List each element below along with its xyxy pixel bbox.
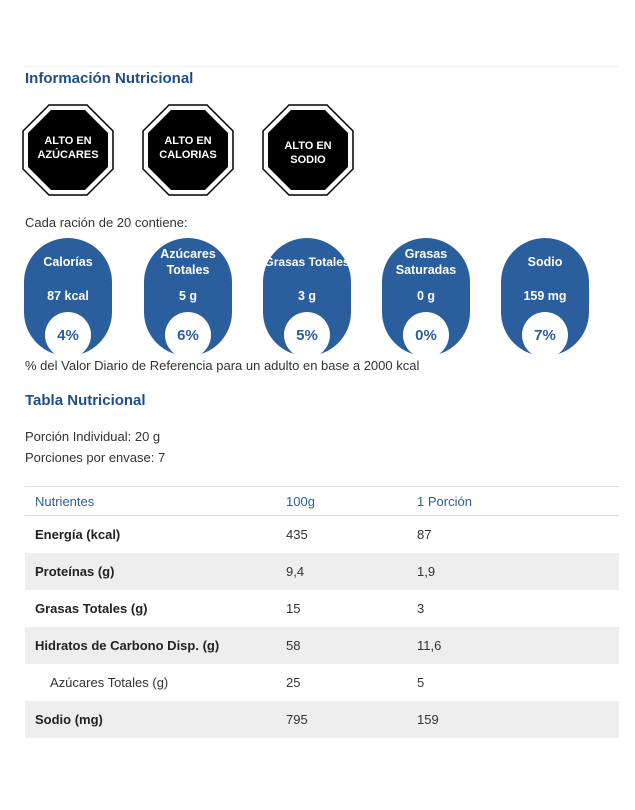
header-100g: 100g [276, 487, 407, 516]
serving-intro: Cada ración de 20 contiene: [25, 215, 188, 230]
value-portion: 1,9 [407, 553, 619, 590]
warning-seal-calorias: ALTO EN CALORIAS [142, 104, 234, 196]
pill-title: Sodio [527, 255, 563, 269]
pill-percent: 5% [284, 312, 330, 358]
pill-value: 0 g [416, 289, 436, 303]
pill-value: 3 g [297, 289, 317, 303]
warning-seal-sodio: ALTO EN SODIO [262, 104, 354, 196]
table-row [25, 701, 619, 738]
nutrient-name: Grasas Totales (g) [35, 601, 148, 616]
nutrient-name: Energía (kcal) [35, 527, 121, 542]
nutrient-name: Sodio (mg) [25, 701, 276, 738]
portions-per-pack: Porciones por envase: 7 [25, 450, 166, 465]
table-row [25, 590, 619, 627]
nutrition-table [25, 486, 619, 738]
pill-percent: 7% [522, 312, 568, 358]
nutrient-name: Hidratos de Carbono Disp. (g) [25, 627, 276, 664]
pill-azucares [144, 238, 232, 356]
value-100g: 58 [276, 627, 407, 664]
table-title: Tabla Nutricional [25, 392, 146, 409]
section-title: Información Nutricional [25, 70, 194, 87]
value-100g: 25 [286, 675, 301, 690]
reference-note: % del Valor Diario de Referencia para un adulto en base a 2000 kcal [25, 358, 420, 373]
pill-percent: 0% [403, 312, 449, 358]
table-header-row [25, 487, 619, 516]
warning-seal-azucares: ALTO EN AZÚCARES [22, 104, 114, 196]
value-100g: 435 [286, 527, 308, 542]
pill-value: 87 kcal [47, 289, 89, 303]
table-row [25, 627, 619, 664]
nutrient-name: Proteínas (g) [25, 553, 276, 590]
pill-value: 5 g [178, 289, 198, 303]
pill-title: Calorías [43, 255, 93, 269]
pill-title: Grasas Totales [264, 255, 350, 269]
value-portion: 87 [417, 527, 432, 542]
table-row [25, 516, 619, 554]
value-portion: 159 [407, 701, 619, 738]
pill-value: 159 mg [523, 289, 567, 303]
pill-grasas-totales [263, 238, 351, 356]
table-row [25, 553, 619, 590]
pill-sodio [501, 238, 589, 356]
nutrient-name: Azúcares Totales (g) [50, 675, 169, 690]
top-divider [24, 66, 618, 67]
pill-calorias [24, 238, 112, 356]
value-portion: 11,6 [407, 627, 619, 664]
value-portion: 3 [417, 601, 425, 616]
value-100g: 9,4 [276, 553, 407, 590]
header-nutrientes: Nutrientes [25, 487, 276, 516]
value-100g: 795 [276, 701, 407, 738]
table-row [25, 664, 619, 701]
pill-percent: 6% [165, 312, 211, 358]
value-portion: 5 [417, 675, 425, 690]
header-1-porcion: 1 Porción [407, 487, 619, 516]
portion-individual: Porción Individual: 20 g [25, 429, 161, 444]
value-100g: 15 [286, 601, 301, 616]
pill-title: Azúcares Totales [160, 247, 216, 277]
pill-title: Grasas Saturadas [395, 247, 457, 277]
pill-grasas-saturadas [382, 238, 470, 356]
pill-percent: 4% [45, 312, 91, 358]
